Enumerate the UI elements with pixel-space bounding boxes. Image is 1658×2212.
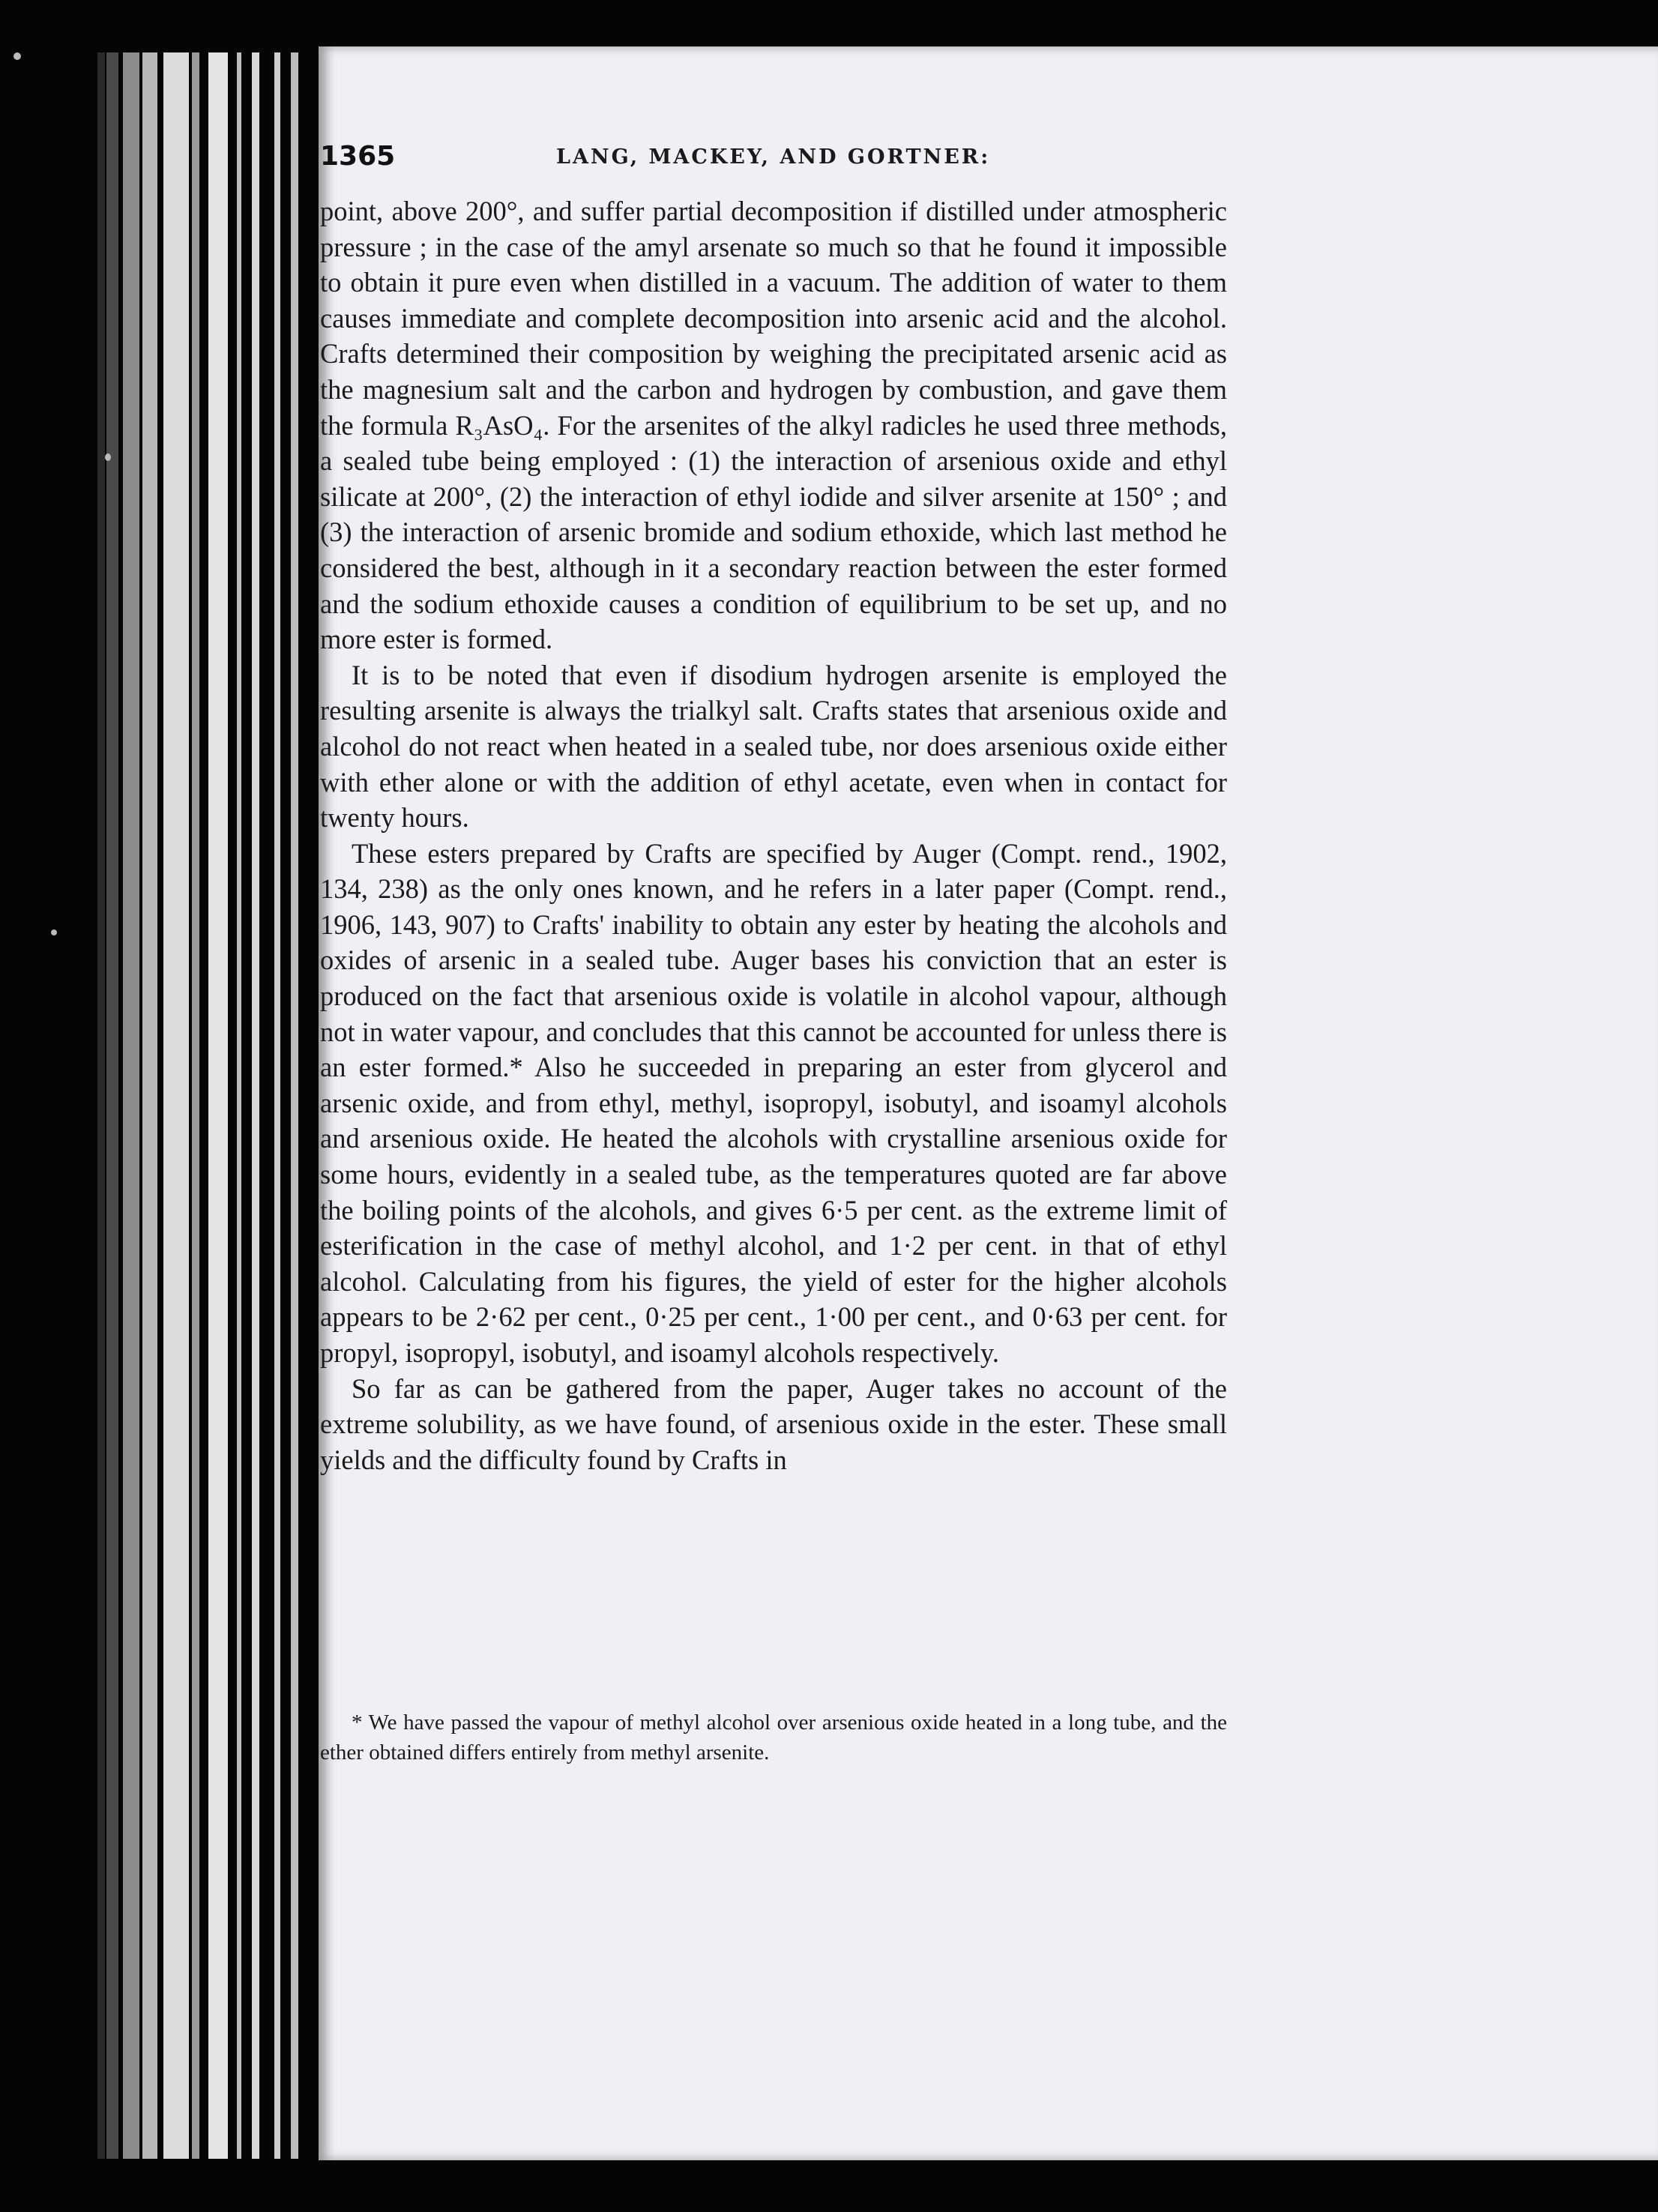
paragraph-2: It is to be noted that even if disodium hydrogen arsenite is employed the resulting arsenite is always the trialkyl salt. Crafts states that arsenious oxide and alcohol do not react when heated in a sealed tube, nor does arsenious oxide either with ether alone or with the addition of ethyl acetate, even when in contact for twenty hours. <box>320 659 1227 834</box>
body-text <box>320 193 1227 1477</box>
paragraph-3: These esters prepared by Crafts are specified by Auger (Compt. rend., 1902, 134, 238) as the only ones known, and he refers in a later paper (Compt. rend., 1906, 143, 907) to Crafts' inability to obtain any ester by heating the alcohols and oxides of arsenic in a sealed tube. Auger bases his conviction that an ester is produced on the fact that arsenious oxide is volatile in alcohol vapour, although not in water vapour, and concludes that this cannot be accounted for unless there is an ester formed.* Also he succeeded in preparing an ester from glycerol and arsenic oxide, and from ethyl, methyl, isopropyl, isobutyl, and isoamyl alcohols and arsenious oxide. He heated the alcohols with crystalline arsenious oxide for some hours, evidently in a sealed tube, as the temperatures quoted are far above the boiling points of the alcohols, and gives 6·5 per cent. as the extreme limit of esterification in the case of methyl alcohol, and 1·2 per cent. in that of ethyl alcohol. Calculating from his figures, the yield of ester for the higher alcohols appears to be 2·62 per cent., 0·25 per cent., 1·00 per cent., and 0·63 per cent. for propyl, isopropyl, isobutyl, and isoamyl alcohols respectively. <box>320 837 1227 1368</box>
scan-speck <box>105 453 111 461</box>
scan-speck <box>51 929 57 935</box>
running-head: LANG, MACKEY, AND GORTNER: <box>556 145 991 169</box>
page-number: 1365 <box>320 141 396 172</box>
book-edge <box>97 52 322 2159</box>
paragraph-1: point, above 200°, and suffer partial decomposition if distilled under atmospheric pressure ; in the case of the amyl arsenate so much so that he found it impossible to obtain it pure even when distilled in a vacuum. The addition of water to them causes immediate and complete decomposition into arsenic acid and the alcohol. Crafts determined their composition by weighing the precipitated arsenic acid as the magnesium salt and the carbon and hydrogen by combustion, and gave them the formula R₃AsO₄. For the arsenites of the alkyl radicles he used three methods, a sealed tube being employed : (1) the interaction of arsenious oxide and ethyl silicate at 200°, (2) the interaction of ethyl iodide and silver arsenite at 150° ; and (3) the interaction of arsenic bromide and sodium ethoxide, which last method he considered the best, although in it a secondary reaction between the ester formed and the sodium ethoxide causes a condition of equilibrium to be set up, and no more ester is formed. <box>320 196 1227 655</box>
paragraph-4: So far as can be gathered from the paper, Auger takes no account of the extreme solubility, as we have found, of arsenious oxide in the ester. These small yields and the difficulty found by Crafts in <box>320 1372 1227 1475</box>
page-header <box>320 141 1227 178</box>
footnote: * We have passed the vapour of methyl alcohol over arsenious oxide heated in a long tube, and the ether obtained differs entirely from methyl arsenite. <box>320 1711 1227 1765</box>
scan-speck <box>13 52 21 60</box>
